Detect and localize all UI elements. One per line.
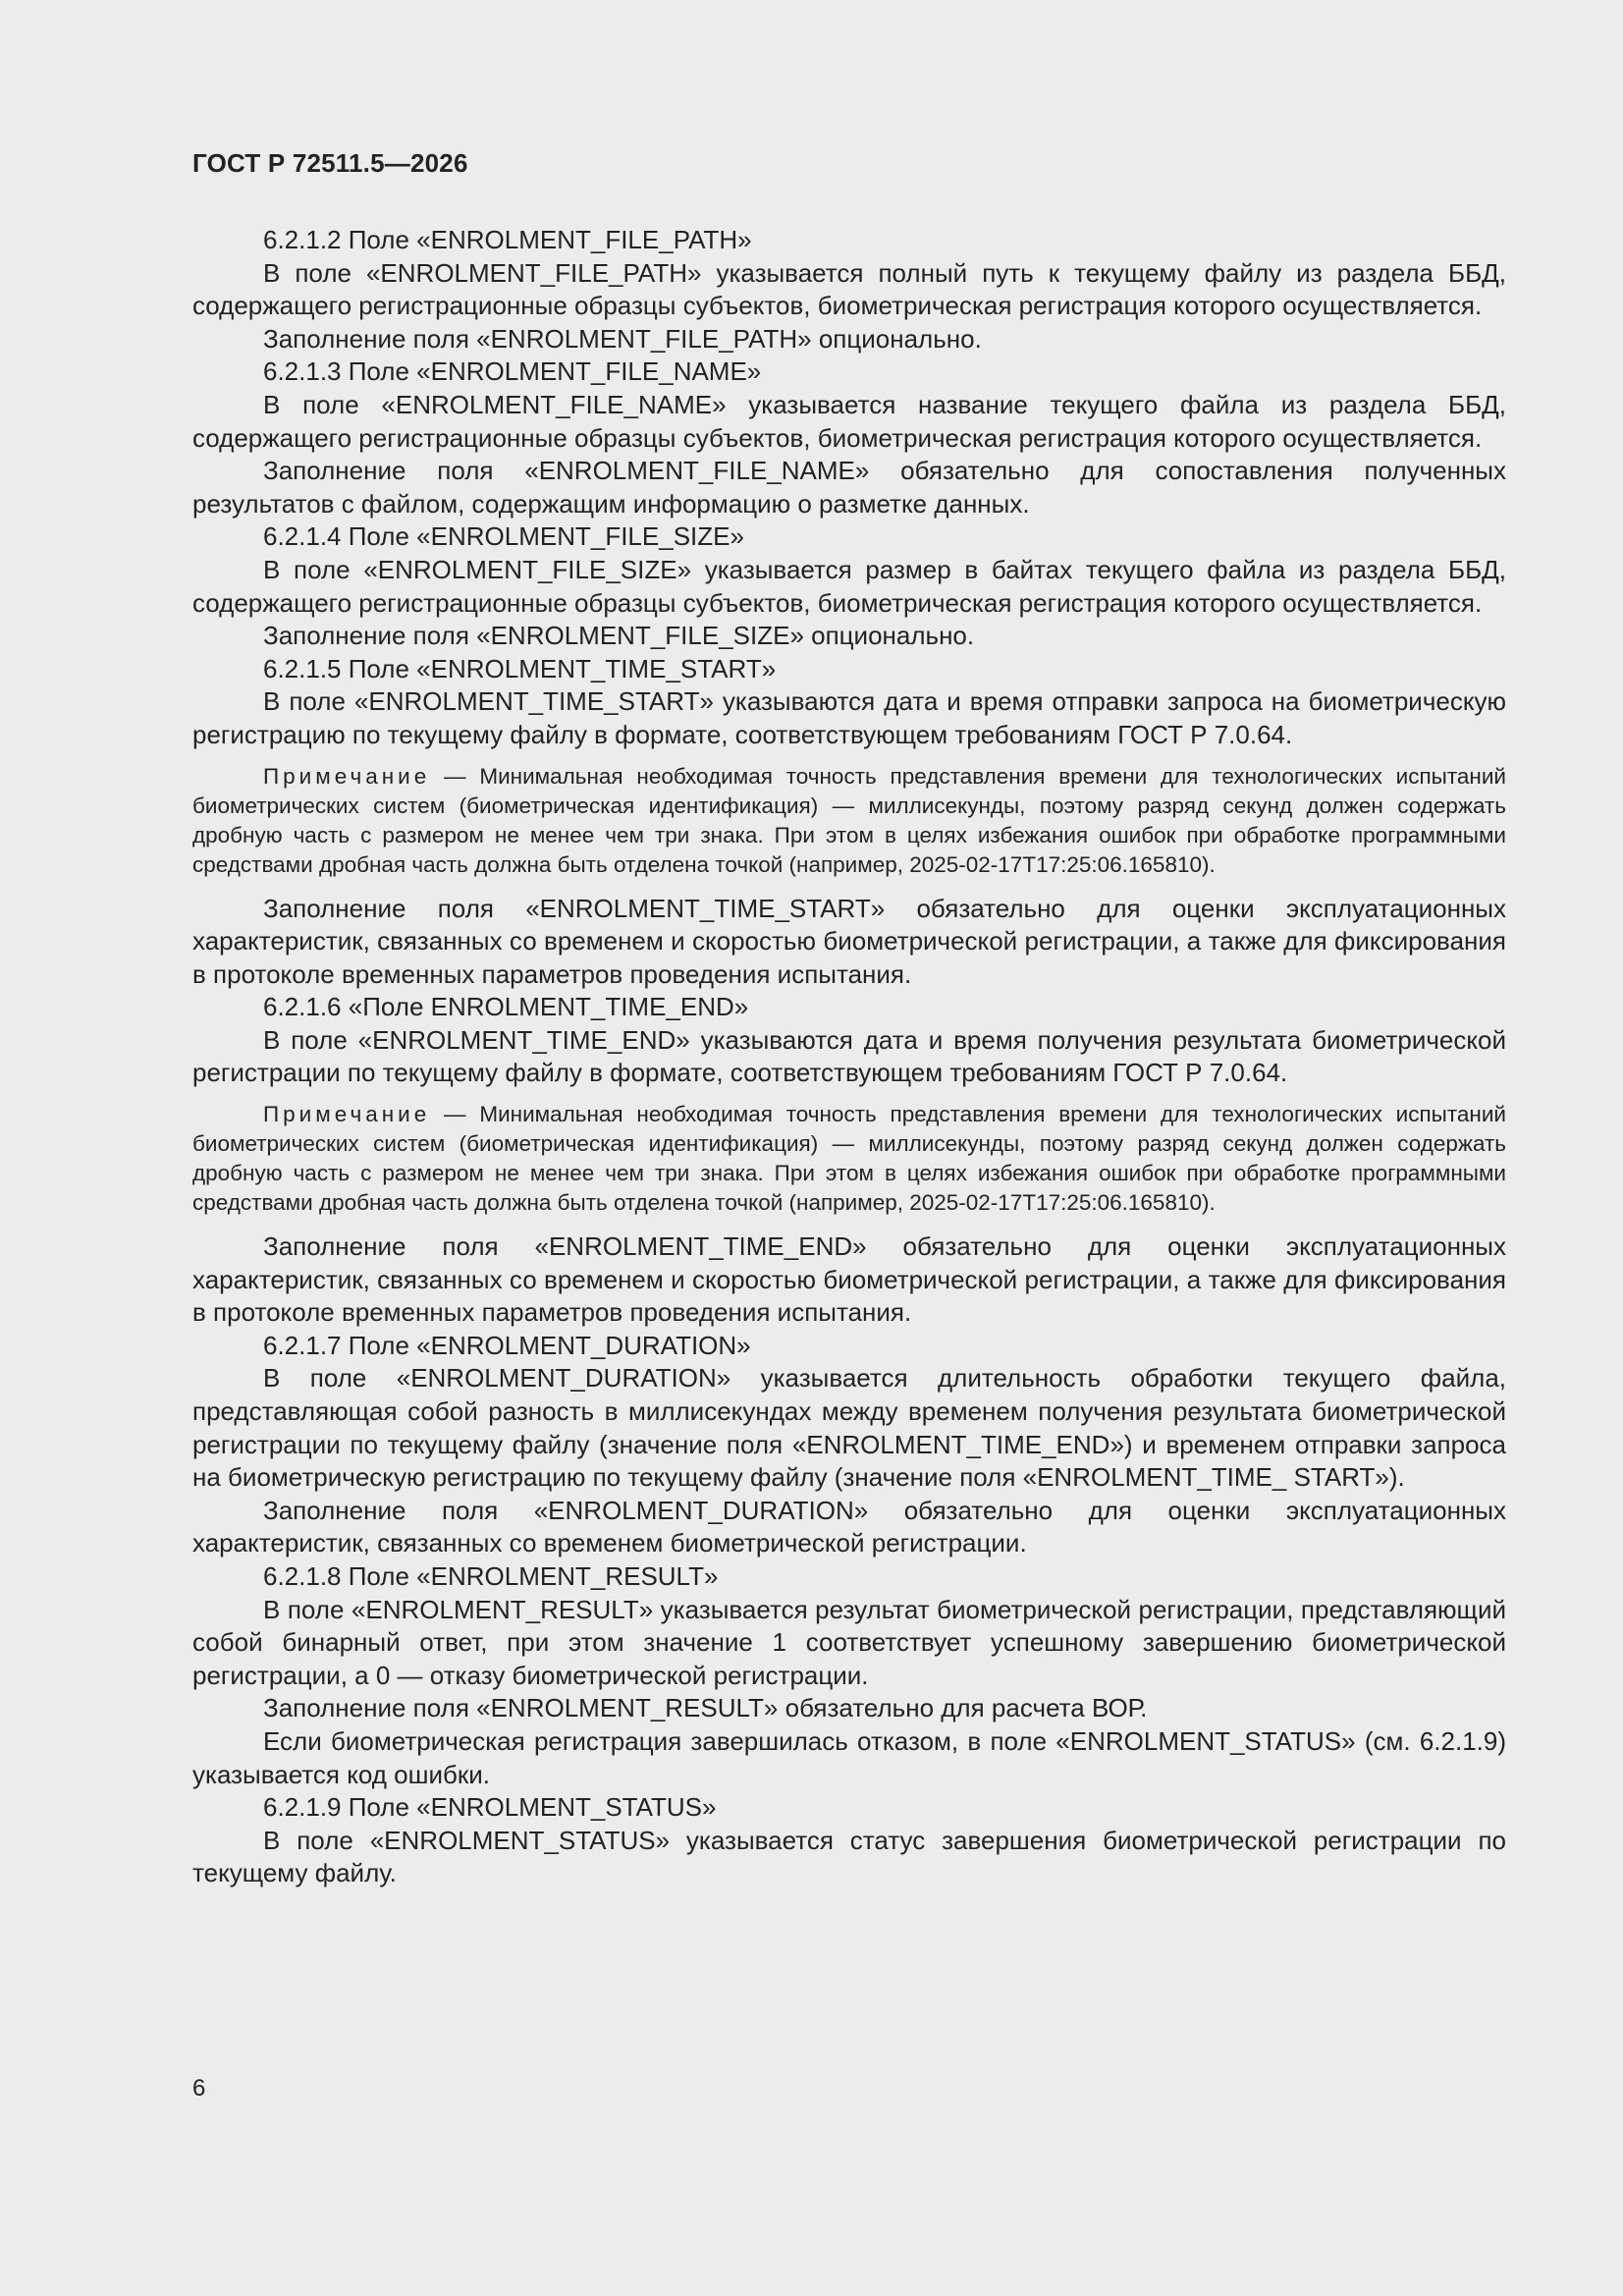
page-number: 6 bbox=[192, 2075, 206, 2102]
body-paragraph: Если биометрическая регистрация завершилась отказом, в поле «ENROLMENT_STATUS» (см. 6.2.1.9) указывается код ошибки. bbox=[192, 1725, 1506, 1789]
body-paragraph: 6.2.1.8 Поле «ENROLMENT_RESULT» bbox=[263, 1561, 719, 1591]
body-paragraph: В поле «ENROLMENT_FILE_PATH» указывается полный путь к текущему файлу из раздела ББД, содержащего регистрационные образцы субъектов, биометрическая регистрация которого осуществляется. bbox=[192, 257, 1506, 321]
body-paragraph: Заполнение поля «ENROLMENT_TIME_END» обязательно для оценки эксплуатационных характеристик, связанных со временем и скоростью биометрической регистрации, а также для фиксирования в протоколе временных параметров проведения испытания. bbox=[192, 1231, 1506, 1328]
body-paragraph: В поле «ENROLMENT_STATUS» указывается статус завершения биометрической регистрации по текущему файлу. bbox=[192, 1825, 1506, 1888]
body-paragraph: Заполнение поля «ENROLMENT_TIME_START» обязательно для оценки эксплуатационных характеристик, связанных со временем и скоростью биометрической регистрации, а также для фиксирования в протоколе временных параметров проведения испытания. bbox=[192, 893, 1506, 989]
document-header: ГОСТ Р 72511.5—2026 bbox=[192, 148, 468, 178]
body-paragraph: В поле «ENROLMENT_RESULT» указывается результат биометрической регистрации, представляющий собой бинарный ответ, при этом значение 1 соответствует успешному завершению биометрической регистрации, а 0 — отказу биометрической регистрации. bbox=[192, 1594, 1506, 1690]
body-paragraph: Заполнение поля «ENROLMENT_DURATION» обязательно для оценки эксплуатационных характеристик, связанных со временем биометрической регистрации. bbox=[192, 1495, 1506, 1558]
note-paragraph bbox=[192, 1100, 1506, 1218]
body-paragraph: В поле «ENROLMENT_FILE_NAME» указывается название текущего файла из раздела ББД, содержащего регистрационные образцы субъектов, биометрическая регистрация которого осуществляется. bbox=[192, 389, 1506, 453]
body-paragraph: В поле «ENROLMENT_FILE_SIZE» указывается размер в байтах текущего файла из раздела ББД, содержащего регистрационные образцы субъектов, биометрическая регистрация которого осуществляется. bbox=[192, 554, 1506, 618]
body-paragraph: Заполнение поля «ENROLMENT_FILE_NAME» обязательно для сопоставления полученных результатов с файлом, содержащим информацию о разметке данных. bbox=[192, 456, 1506, 519]
body-paragraph: 6.2.1.3 Поле «ENROLMENT_FILE_NAME» bbox=[263, 356, 762, 387]
body-paragraph: 6.2.1.5 Поле «ENROLMENT_TIME_START» bbox=[263, 653, 777, 683]
document-body bbox=[192, 224, 1506, 1890]
body-paragraph: В поле «ENROLMENT_DURATION» указывается длительность обработки текущего файла, представляющая собой разность в миллисекундах между временем получения результата биометрической регистрации по текущему файлу (значение поля «ENROLMENT_TIME_END») и временем отправки запроса на биометрическую регистрацию по текущему файлу (значение поля «ENROLMENT_TIME_ START»). bbox=[192, 1363, 1506, 1493]
body-paragraph: 6.2.1.7 Поле «ENROLMENT_DURATION» bbox=[263, 1330, 751, 1360]
body-paragraph: 6.2.1.4 Поле «ENROLMENT_FILE_SIZE» bbox=[263, 521, 744, 552]
body-paragraph: 6.2.1.9 Поле «ENROLMENT_STATUS» bbox=[263, 1792, 717, 1823]
body-paragraph: 6.2.1.6 «Поле ENROLMENT_TIME_END» bbox=[263, 992, 749, 1022]
note-label: Примечание bbox=[263, 1102, 431, 1127]
body-paragraph: В поле «ENROLMENT_TIME_END» указываются дата и время получения результата биометрической регистрации по текущему файлу в формате, соответствующем требованиям ГОСТ Р 7.0.64. bbox=[192, 1024, 1506, 1088]
body-paragraph: В поле «ENROLMENT_TIME_START» указываются дата и время отправки запроса на биометрическую регистрацию по текущему файлу в формате, соответствующем требованиям ГОСТ Р 7.0.64. bbox=[192, 686, 1506, 749]
body-paragraph: Заполнение поля «ENROLMENT_FILE_PATH» опционально. bbox=[263, 323, 982, 354]
note-text: — Минимальная необходимая точность представления времени для технологических испытаний биометрических систем (биометрическая идентификация) — миллисекунды, поэтому разряд секунд должен содержать дробную часть с размером не менее чем три знака. При этом в целях избежания ошибок при обработке программными средствами дробная часть должна быть отделена точкой (например, 2025-02-17T17:25:06.165810). bbox=[192, 1102, 1506, 1216]
body-paragraph: Заполнение поля «ENROLMENT_RESULT» обязательно для расчета ВОР. bbox=[263, 1693, 1148, 1723]
body-paragraph: Заполнение поля «ENROLMENT_FILE_SIZE» опционально. bbox=[263, 621, 975, 651]
note-text: — Минимальная необходимая точность представления времени для технологических испытаний биометрических систем (биометрическая идентификация) — миллисекунды, поэтому разряд секунд должен содержать дробную часть с размером не менее чем три знака. При этом в целях избежания ошибок при обработке программными средствами дробная часть должна быть отделена точкой (например, 2025-02-17T17:25:06.165810). bbox=[192, 763, 1506, 877]
note-label: Примечание bbox=[263, 763, 431, 789]
body-paragraph: 6.2.1.2 Поле «ENROLMENT_FILE_PATH» bbox=[263, 225, 752, 254]
note-paragraph bbox=[192, 762, 1506, 880]
